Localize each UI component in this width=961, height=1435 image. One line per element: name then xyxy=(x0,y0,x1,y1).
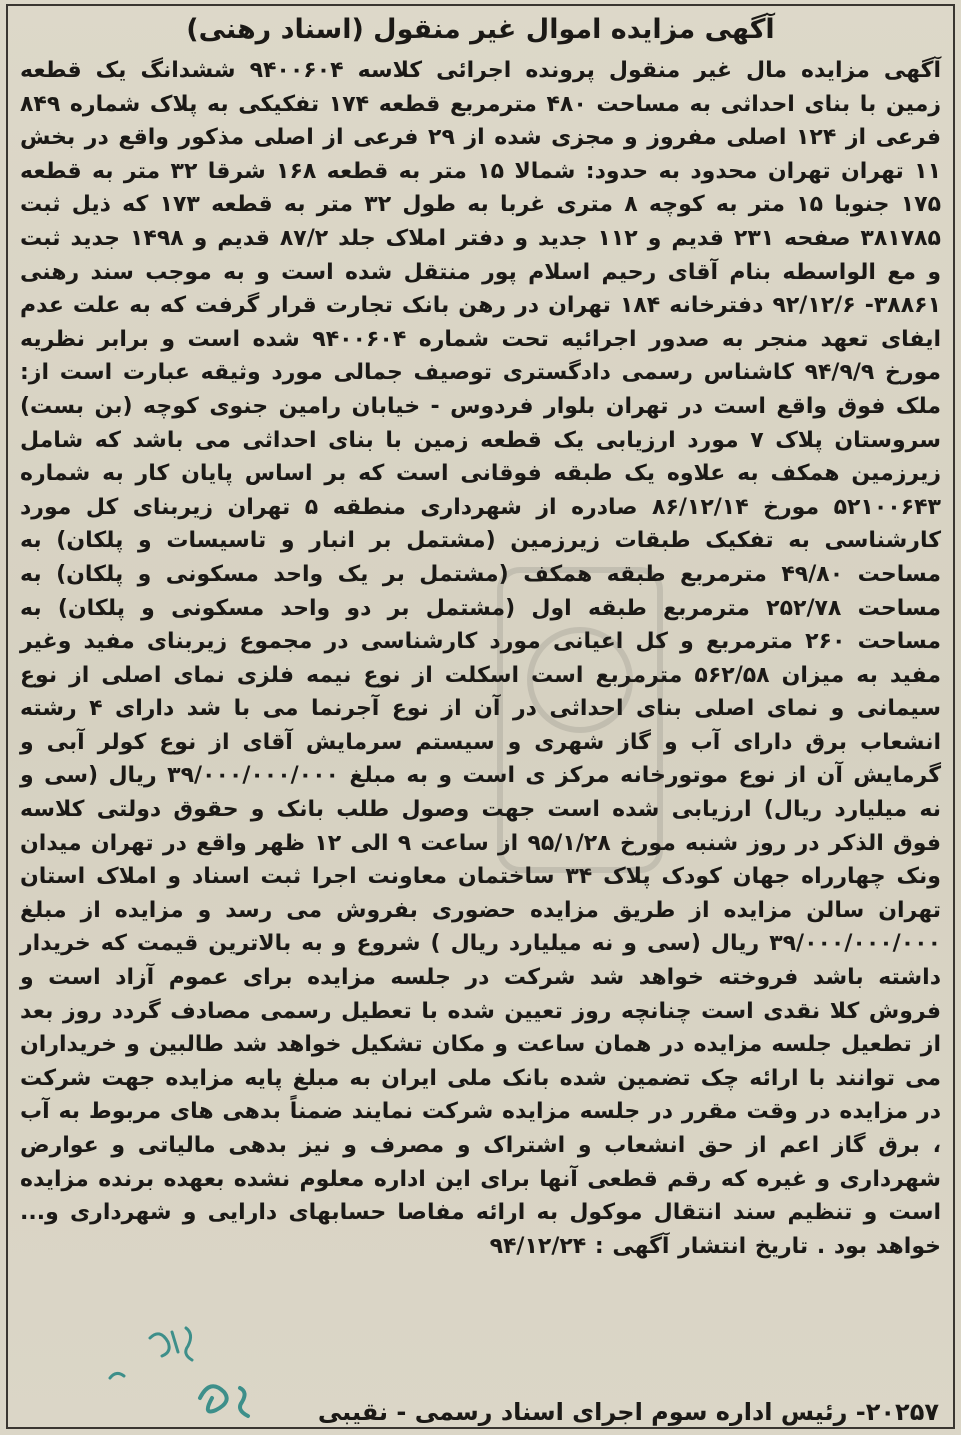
notice-title: آگهی مزایده اموال غیر منقول (اسناد رهنی) xyxy=(186,14,775,45)
notice-signature: ۲۰۲۵۷- رئیس اداره سوم اجرای اسناد رسمی - نقیبی xyxy=(317,1398,939,1426)
notice-body: آگهی مزایده مال غیر منقول پرونده اجرائی کلاسه ۹۴۰۰۶۰۴ ششدانگ یک قطعه زمین با بنای احداثی به مساحت ۴۸۰ مترمربع قطعه ۱۷۴ تفکیکی به پلاک شماره ۸۴۹ فرعی از ۱۲۴ اصلی مفروز و مجزی شده از ۲۹ فرعی از اصلی مذکور واقع در بخش ۱۱ تهران تهران محدود به حدود: شمالا ۱۵ متر به قطعه ۱۶۸ شرقا ۳۲ متر به قطعه ۱۷۵ جنوبا ۱۵ متر به کوچه ۸ متری غربا به طول ۳۲ متر به قطعه ۱۷۳ که ذیل ثبت ۳۸۱۷۸۵ صفحه ۲۳۱ قدیم و ۱۱۲ جدید و دفتر املاک جلد ۸۷/۲ قدیم و ۱۴۹۸ جدید ثبت و مع الواسطه بنام آقای رحیم اسلام پور منتقل شده است و به موجب سند رهنی ۳۸۸۶۱- ۹۲/۱۲/۶ دفترخانه ۱۸۴ تهران در رهن بانک تجارت قرار گرفت که به علت عدم ایفای تعهد منجر به صدور اجرائیه تحت شماره ۹۴۰۰۶۰۴ شده است و برابر نظریه مورخ ۹۴/۹/۹ کاشناس رسمی دادگستری توصیف جمالی مورد وثیقه عبارت است از: ملک فوق واقع است در تهران بلوار فردوس - خیابان رامین جنوی کوچه (بن بست) سروستان پلاک ۷ مورد ارزیابی یک قطعه زمین با بنای احداثی می باشد که شامل زیرزمین همکف به علاوه یک طبقه فوقانی است که بر اساس پایان کار به شماره ۵۲۱۰۰۶۴۳ مورخ ۸۶/۱۲/۱۴ صادره از شهرداری منطقه ۵ تهران زیربنای کل مورد کارشناسی به تفکیک طبقات زیرزمین (مشتمل بر انبار و تاسیسات و پلکان) به مساحت ۴۹/۸۰ مترمربع طبقه همکف (مشتمل بر یک واحد مسکونی و پلکان) به مساحت ۲۵۲/۷۸ مترمربع طبقه اول (مشتمل بر دو واحد مسکونی و پلکان) به مساحت ۲۶۰ مترمربع و کل اعیانی مورد کارشناسی در مجموع زیربنای مفید وغیر مفید به میزان ۵۶۲/۵۸ مترمربع است اسکلت از نوع نیمه فلزی نمای اصلی از نوع سیمانی و نمای اصلی بنای احداثی در آن از نوع آجرنما می با شد دارای ۴ رشته انشعاب برق دارای آب و گاز شهری و سیستم سرمایش آقای از نوع کولر آبی و گرمایش آن از نوع موتورخانه مرکز ی است و به مبلغ ۳۹/۰۰۰/۰۰۰/۰۰۰ ریال (سی و نه میلیارد ریال) ارزیابی شده است جهت وصول طلب بانک و حقوق دولتی کلاسه فوق الذکر در روز شنبه مورخ ۹۵/۱/۲۸ از ساعت ۹ الی ۱۲ ظهر واقع در تهران میدان ونک چهارراه جهان کودک پلاک ۳۴ ساختمان معاونت اجرا ثبت اسناد و املاک استان تهران سالن مزایده از طریق مزایده حضوری بفروش می رسد و مزایده از مبلغ ۳۹/۰۰۰/۰۰۰/۰۰۰ ریال (سی و نه میلیارد ریال ) شروع و به بالاترین قیمت که خریدار داشته باشد فروخته خواهد شد شرکت در جلسه مزایده برای عموم آزاد است و فروش کلا نقدی است چنانچه روز تعیین شده با تعطیل رسمی مصادف گردد روز بعد از تطعیل جلسه مزایده در همان ساعت و مکان تشکیل خواهد شد طالبین و خریداران می توانند با ارائه چک تضمین شده بانک ملی ایران به مبلغ پایه مزایده جهت شرکت در مزایده در وقت مقرر در جلسه مزایده شرکت نمایند ضمناً بدهی های مربوط به آب ، برق گاز اعم از حق انشعاب و اشتراک و مصرف و نیز بدهی مالیاتی و عوارض شهرداری و غیره که رقم قطعی آنها برای این اداره معلوم نشده بعهده برنده مزایده است و تنظیم سند انتقال موکول به ارائه مفاصا حسابهای دارایی و شهرداری و... خواهد بود . تاریخ انتشار آگهی : ۹۴/۱۲/۲۴ xyxy=(20,58,942,1259)
